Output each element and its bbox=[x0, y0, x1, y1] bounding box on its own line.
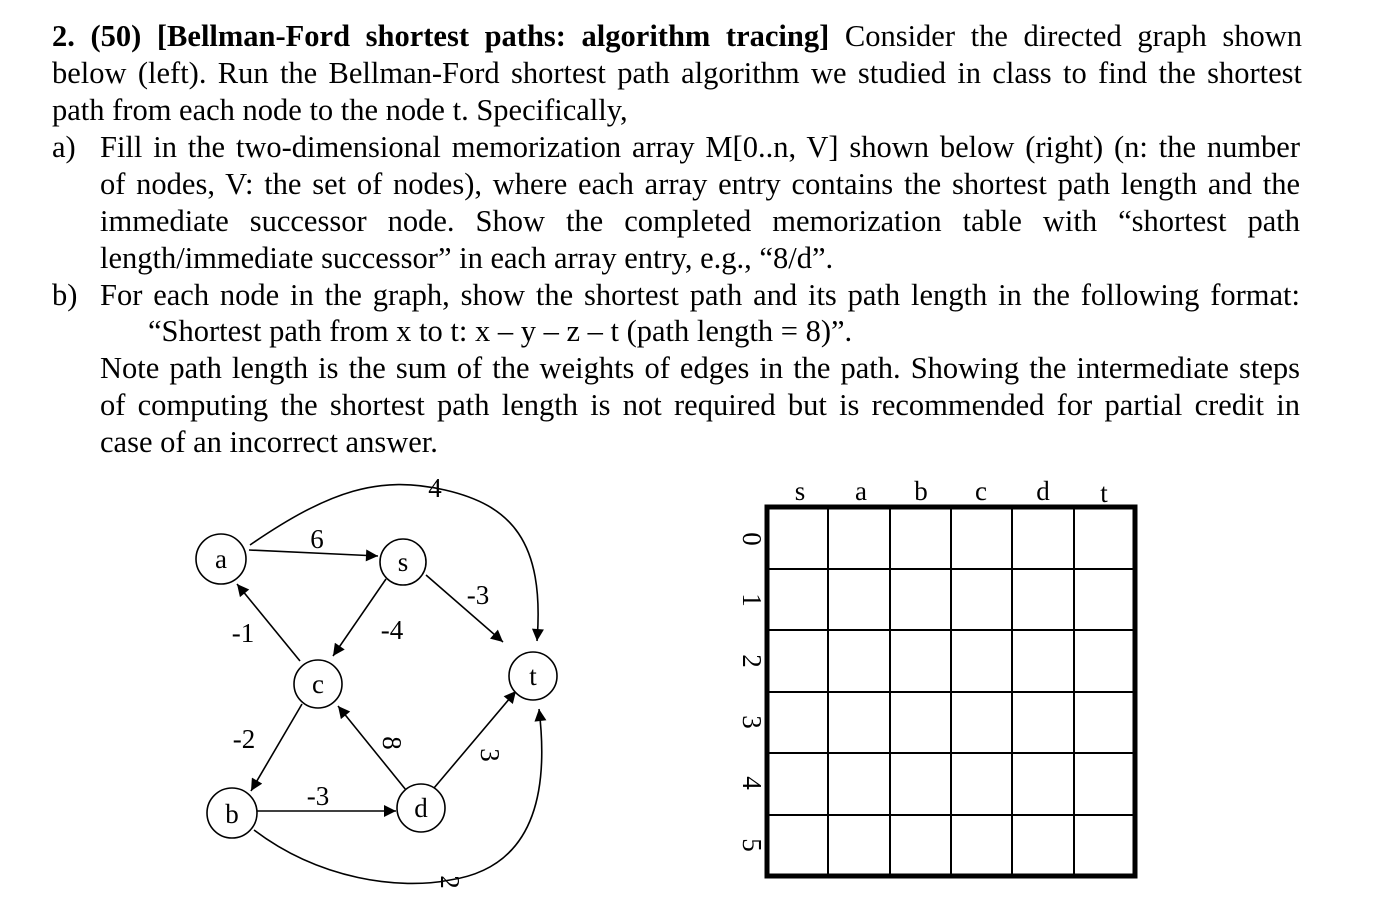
row-header: 5 bbox=[737, 838, 767, 852]
weight-c-b: -2 bbox=[232, 724, 256, 754]
weight-c-a: -1 bbox=[231, 618, 255, 648]
weight-d-c: 8 bbox=[377, 736, 407, 750]
part-b-line: For each node in the graph, show the shortest path and its path length in the following format: bbox=[100, 278, 1300, 312]
node-label: d bbox=[414, 793, 428, 823]
part-b-line: of computing the shortest path length is not required but is recommended for partial credit in bbox=[100, 388, 1300, 422]
problem-line-3: path from each node to the node t. Specifically, bbox=[52, 93, 628, 127]
edge-d-t bbox=[434, 691, 516, 788]
part-b-line: case of an incorrect answer. bbox=[100, 425, 438, 459]
column-header: c bbox=[975, 476, 987, 506]
column-header: t bbox=[1100, 478, 1108, 508]
edge-s-t bbox=[426, 575, 503, 642]
row-header: 2 bbox=[737, 654, 767, 668]
weight-s-c: -4 bbox=[380, 615, 404, 645]
column-header: d bbox=[1036, 476, 1050, 506]
column-header: b bbox=[914, 476, 928, 506]
edge-s-c bbox=[333, 579, 386, 656]
node-label: t bbox=[529, 661, 537, 691]
node-label: b bbox=[225, 799, 239, 829]
edge-b-t bbox=[254, 709, 542, 883]
part-a-line: length/immediate successor” in each array entry, e.g., “8/d”. bbox=[100, 241, 834, 275]
row-header: 0 bbox=[737, 532, 767, 546]
weight-a-s: 6 bbox=[310, 524, 324, 554]
node-label: a bbox=[215, 544, 227, 574]
row-header: 1 bbox=[737, 593, 767, 607]
part-b-line: Note path length is the sum of the weights of edges in the path. Showing the intermediate steps bbox=[100, 351, 1300, 385]
part-a-line: immediate successor node. Show the completed memorization table with “shortest path bbox=[100, 204, 1300, 238]
table-grid-lines bbox=[767, 507, 1135, 876]
column-header: a bbox=[855, 476, 867, 506]
part-b-label: b) bbox=[52, 278, 78, 312]
problem-title: 2. (50) [Bellman-Ford shortest paths: algorithm tracing] bbox=[52, 19, 830, 53]
weight-b-d: -3 bbox=[306, 781, 330, 811]
weight-a-t: 4 bbox=[428, 473, 442, 503]
column-header: s bbox=[794, 476, 806, 506]
part-b-format-example: “Shortest path from x to t: x – y – z – t (path length = 8)”. bbox=[148, 314, 853, 348]
part-a-label: a) bbox=[52, 130, 76, 164]
edge-c-b bbox=[251, 704, 302, 791]
weight-d-t: 3 bbox=[475, 748, 505, 762]
row-header: 4 bbox=[737, 776, 767, 790]
weight-b-t: 2 bbox=[435, 875, 465, 889]
row-header: 3 bbox=[737, 715, 767, 729]
node-label: c bbox=[312, 669, 324, 699]
weight-s-t: -3 bbox=[466, 580, 490, 610]
part-a-line: Fill in the two-dimensional memorization array M[0..n, V] shown below (right) (n: the number bbox=[100, 130, 1300, 164]
part-a-line: of nodes, V: the set of nodes), where each array entry contains the shortest path length and the bbox=[100, 167, 1300, 201]
table-border bbox=[767, 507, 1135, 876]
problem-line-2: below (left). Run the Bellman-Ford shortest path algorithm we studied in class to find the shortest bbox=[52, 56, 1302, 90]
node-label: s bbox=[397, 547, 409, 577]
problem-line-1: 2. (50) [Bellman-Ford shortest paths: algorithm tracing] Consider the directed graph shown bbox=[52, 19, 1302, 53]
